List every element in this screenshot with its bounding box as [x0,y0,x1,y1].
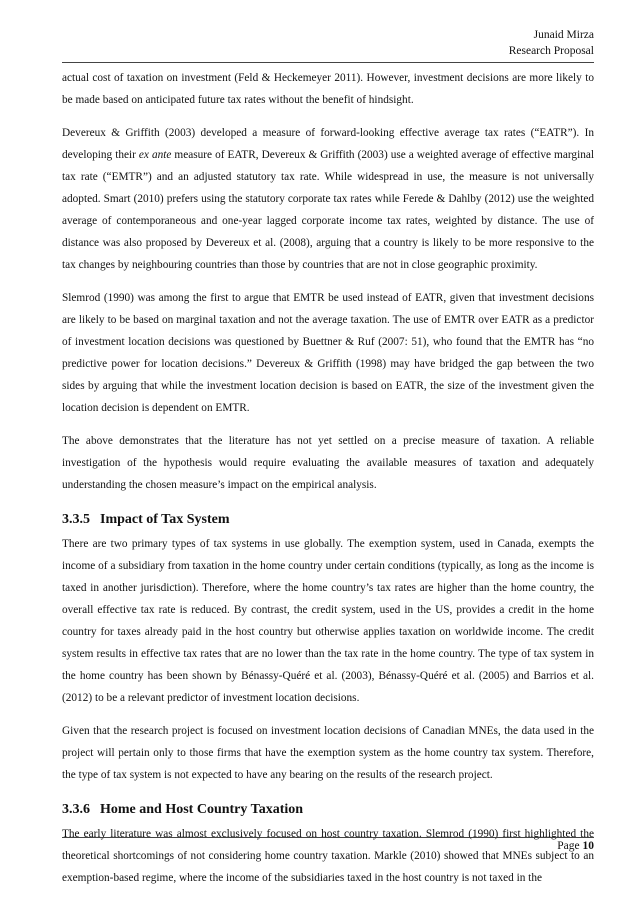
paragraph: The above demonstrates that the literature has not yet settled on a precise measure of taxation. A reliable investigation of the hypothesis would require evaluating the available measures of taxation and adequately understanding the chosen measure’s impact on the empirical analysis. [62,435,594,491]
section-heading [62,507,594,533]
page-number [557,840,594,852]
section-number: 3.3.5 [62,512,90,527]
header-doc-type: Research Proposal [508,45,594,57]
document-body [62,67,594,900]
paragraph: The early literature was almost exclusively focused on host country taxation. Slemrod (1990) first highlighted the theoretical shortcomings of not considering home country taxation. Markle (2010) showed that MNEs subject to an exemption-based regime, where the income of the subsidiaries taxed in the host country is not taxed in the [62,828,594,884]
page-number-value: 10 [582,840,594,852]
paragraph: Slemrod (1990) was among the first to argue that EMTR be used instead of EATR, given that investment decisions are likely to be based on marginal taxation and not the average taxation. The use of EMTR over EATR as a predictor of investment location decisions was questioned by Buettner & Ruf (2007: 51), who found that the EMTR has “no predictive power for location decisions.” Devereux & Griffith (1998) may have bridged the gap between the two sides by arguing that while the investment location decision is based on EATR, the size of the investment given the location decision is dependent on EMTR. [62,292,594,414]
section-number: 3.3.6 [62,802,90,817]
section-title: Impact of Tax System [100,512,230,527]
header-author: Junaid Mirza [533,29,594,41]
section-title: Home and Host Country Taxation [100,802,304,817]
paragraph-text: measure of EATR, Devereux & Griffith (2003) use a weighted average of effective marginal tax rate (“EMTR”) and an adjusted statutory tax rate. While widespread in use, the measure is not universally adopted. Smart (2010) prefers using the statutory corporate tax rates while Ferede & Dahlby (2012) use the weighted average of contemporaneous and one-year lagged corporate income tax rates, weighted by distance. The use of distance was also proposed by Devereux et al. (2008), arguing that a country is likely to be more responsive to the tax changes by neighbouring countries than those by countries that are not in close geographic proximity. [62,149,595,271]
paragraph: There are two primary types of tax systems in use globally. The exemption system, used in Canada, exempts the income of a subsidiary from taxation in the home country under certain conditions (typically, as long as the income is taxed in another jurisdiction). Therefore, where the home country’s tax rates are higher than the home country, the overall effective tax rate is reduced. By contrast, the credit system, used in the US, provides a credit in the home country for taxes already paid in the host country but otherwise applies taxation on worldwide income. The credit system results in effective tax rates that are no lower than the tax rate in the home country. The type of tax system in the home country has been shown by Bénassy-Quéré et al. (2003), Bénassy-Quéré et al. (2005) and Barrios et al. (2012) to be a relevant predictor of investment location decisions. [62,538,594,704]
footer-rule [62,837,594,838]
paragraph: Given that the research project is focused on investment location decisions of Canadian MNEs, the data used in the project will pertain only to those firms that have the exemption system as the home country tax system. Therefore, the type of tax system is not expected to have any bearing on the results of the research project. [62,725,594,781]
section-heading [62,797,594,823]
paragraph-text: Devereux & Griffith (2003) developed a measure of forward-looking effective average tax rates (“EATR”). In developing their [62,127,594,161]
page-label: Page [557,840,580,852]
italic-term: ex ante [138,149,172,161]
paragraph [62,122,594,276]
header-rule [62,62,594,63]
page-header [509,27,594,59]
paragraph: actual cost of taxation on investment (Feld & Heckemeyer 2011). However, investment decisions are more likely to be made based on anticipated future tax rates without the benefit of hindsight. [62,72,594,106]
